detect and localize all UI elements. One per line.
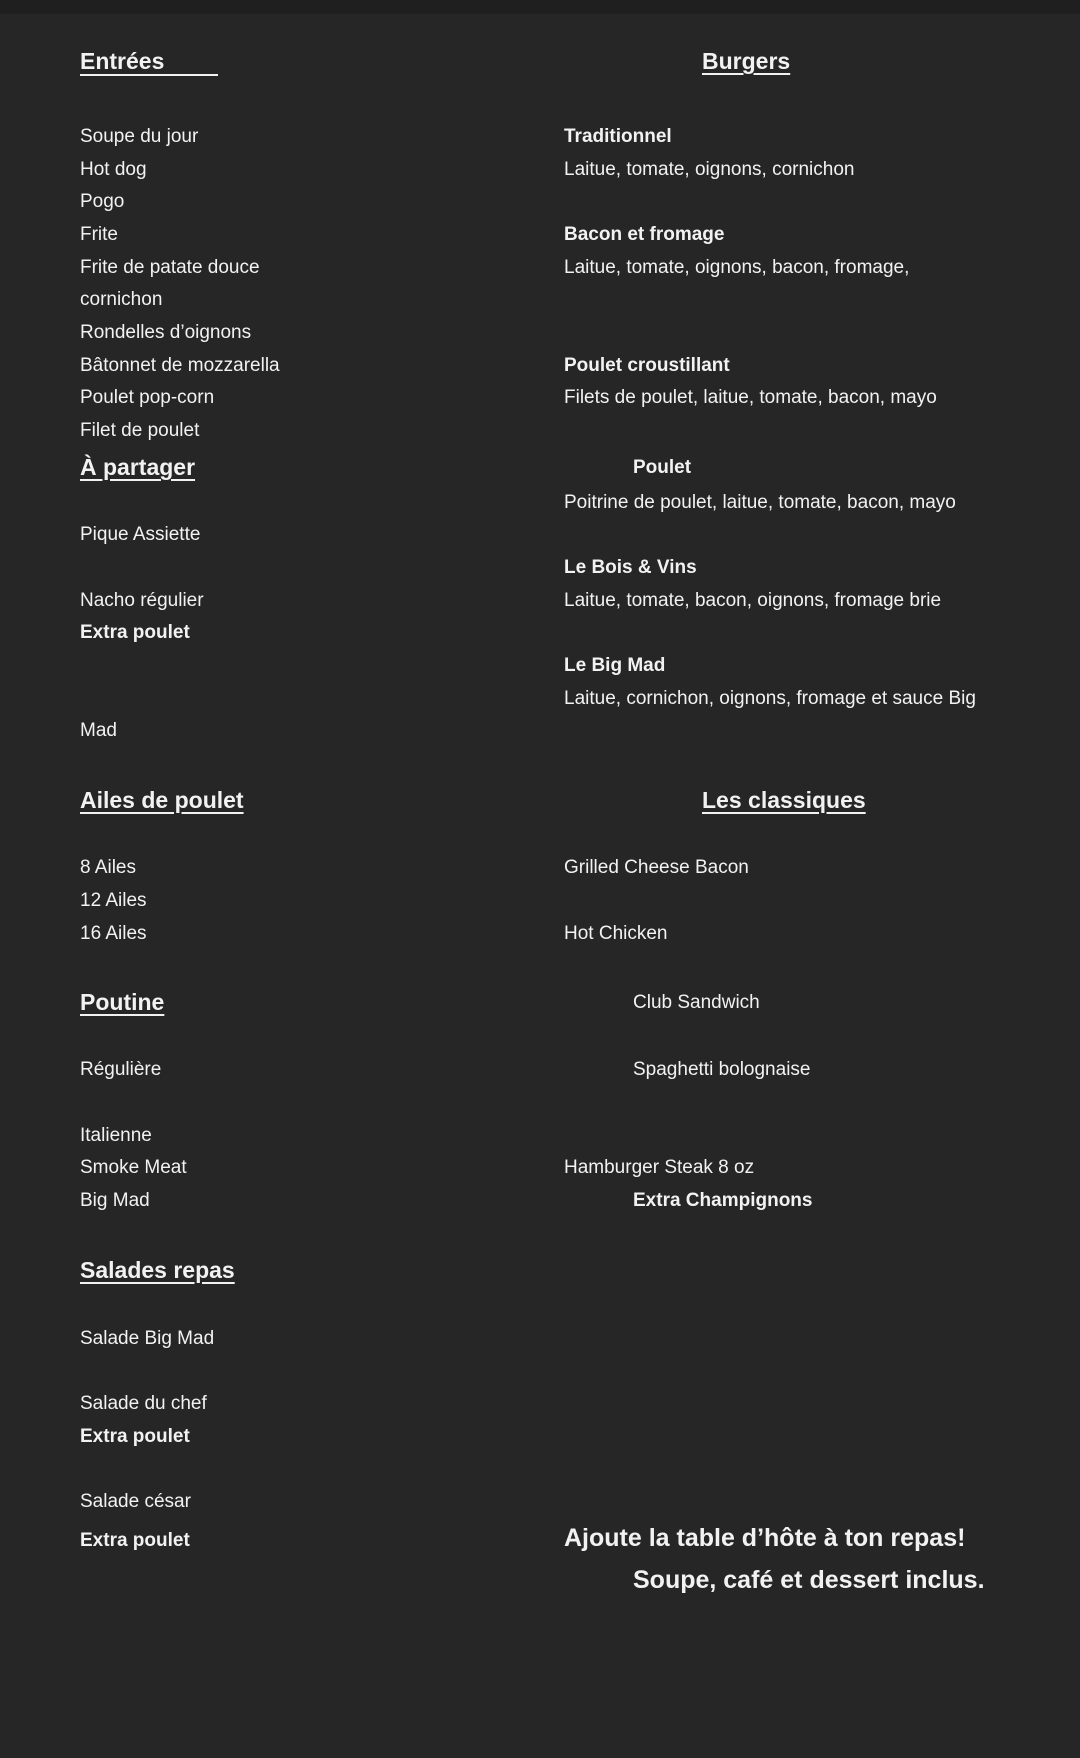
- ailes-item: 16 Ailes: [80, 923, 147, 944]
- section-title-salades: Salades repas: [80, 1257, 235, 1283]
- poutine-item: Big Mad: [80, 1190, 150, 1211]
- partager-item: Pique Assiette: [80, 524, 201, 545]
- burger-name: Le Big Mad: [564, 655, 666, 676]
- entrees-item: Pogo: [80, 191, 125, 212]
- burger-name: Le Bois & Vins: [564, 557, 697, 578]
- burger-desc: Poitrine de poulet, laitue, tomate, bacon, mayo: [564, 492, 956, 513]
- poutine-item: Italienne: [80, 1125, 152, 1146]
- section-title-partager: À partager: [80, 454, 196, 480]
- promo-line-2: Soupe, café et dessert inclus.: [633, 1566, 985, 1594]
- section-title-entrees: Entrées: [80, 48, 165, 74]
- salades-item: Salade Big Mad: [80, 1328, 215, 1349]
- poutine-item: Smoke Meat: [80, 1157, 187, 1178]
- salades-item: Salade du chef: [80, 1393, 207, 1414]
- entrees-item: cornichon: [80, 289, 163, 310]
- section-title-classiques: Les classiques: [702, 787, 866, 813]
- entrees-underline: [80, 74, 218, 76]
- burger-name: Traditionnel: [564, 126, 672, 147]
- poutine-item: Régulière: [80, 1059, 162, 1080]
- section-title-ailes: Ailes de poulet: [80, 787, 244, 813]
- entrees-item: Bâtonnet de mozzarella: [80, 355, 280, 376]
- salades-extra: Extra poulet: [80, 1426, 190, 1447]
- entrees-item: Frite: [80, 224, 118, 245]
- partager-item: Mad: [80, 720, 117, 741]
- burger-name: Poulet: [633, 457, 692, 478]
- entrees-item: Poulet pop-corn: [80, 387, 215, 408]
- entrees-item: Soupe du jour: [80, 126, 199, 147]
- section-title-burgers: Burgers: [702, 48, 791, 74]
- burger-name: Bacon et fromage: [564, 224, 725, 245]
- ailes-item: 8 Ailes: [80, 857, 136, 878]
- top-bar: [0, 0, 1080, 14]
- burger-desc: Laitue, cornichon, oignons, fromage et sauce Big: [564, 688, 976, 709]
- burger-name: Poulet croustillant: [564, 355, 730, 376]
- burger-desc: Laitue, tomate, bacon, oignons, fromage brie: [564, 590, 942, 611]
- promo-line-1: Ajoute la table d’hôte à ton repas!: [564, 1524, 966, 1552]
- partager-extra: Extra poulet: [80, 622, 190, 643]
- entrees-item: Frite de patate douce: [80, 257, 260, 278]
- classiques-item: Club Sandwich: [633, 992, 760, 1013]
- entrees-item: Hot dog: [80, 159, 147, 180]
- classiques-item: Hot Chicken: [564, 923, 668, 944]
- salades-extra: Extra poulet: [80, 1530, 190, 1551]
- classiques-extra: Extra Champignons: [633, 1190, 813, 1211]
- entrees-item: Rondelles d’oignons: [80, 322, 252, 343]
- burger-desc: Laitue, tomate, oignons, bacon, fromage,: [564, 257, 910, 278]
- burger-desc: Filets de poulet, laitue, tomate, bacon, mayo: [564, 387, 937, 408]
- section-title-poutine: Poutine: [80, 989, 165, 1015]
- partager-item: Nacho régulier: [80, 590, 204, 611]
- classiques-item: Spaghetti bolognaise: [633, 1059, 811, 1080]
- classiques-item: Grilled Cheese Bacon: [564, 857, 749, 878]
- entrees-item: Filet de poulet: [80, 420, 200, 441]
- salades-item: Salade césar: [80, 1491, 191, 1512]
- classiques-item: Hamburger Steak 8 oz: [564, 1157, 755, 1178]
- ailes-item: 12 Ailes: [80, 890, 147, 911]
- burger-desc: Laitue, tomate, oignons, cornichon: [564, 159, 855, 180]
